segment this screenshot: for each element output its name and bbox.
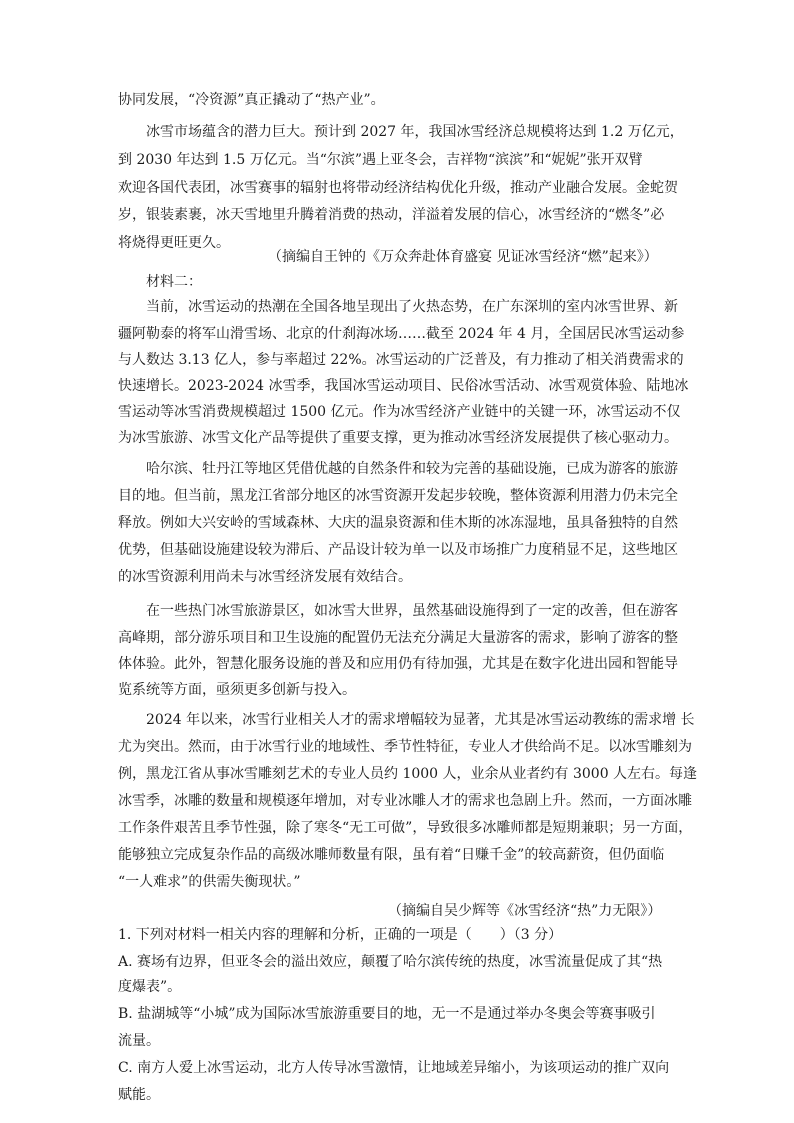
text-line: 疆阿勒泰的将军山滑雪场、北京的什刹海冰场……截至 2024 年 4 月，全国居民冰雪运动参: [118, 326, 685, 342]
text-line: 目的地。但当前，黑龙江省部分地区的冰雪资源开发起步较晚，整体资源利用潜力仍未完全: [118, 488, 678, 504]
text-line: 快速增长。2023-2024 冰雪季，我国冰雪运动项目、民俗冰雪活动、冰雪观赏体验、陆地冰: [118, 378, 689, 394]
text-line: 到 2030 年达到 1.5 万亿元。当“尔滨”遇上亚冬会，吉祥物“滨滨”和“妮妮”张开双臂: [118, 152, 643, 168]
option-c: C. 南方人爱上冰雪运动，北方人传导冰雪激情，让地域差异缩小，为该项运动的推广双向: [118, 1060, 670, 1076]
text-line: 例，黑龙江省从事冰雪雕刻艺术的专业人员约 1000 人，业余从业者约有 3000 人左右。每逢: [118, 766, 698, 782]
text-line: 哈尔滨、牡丹江等地区凭借优越的自然条件和较为完善的基础设施，已成为游客的旅游: [146, 461, 678, 477]
text-line: 体体验。此外，智慧化服务设施的普及和应用仍有待加强，尤其是在数字化进出园和智能导: [118, 656, 678, 672]
source-citation: （摘编自王钟的《万众奔赴体育盛宴 见证冰雪经济“燃”起来》）: [268, 249, 658, 265]
text-line: 优势，但基础设施建设较为滞后、产品设计较为单一以及市场推广力度稍显不足，这些地区: [118, 542, 678, 558]
text-line: 释放。例如大兴安岭的雪域森林、大庆的温泉资源和佳木斯的冰冻湿地，虽具备独特的自然: [118, 515, 678, 531]
option-b: B. 盐湖城等“小城”成为国际冰雪旅游重要目的地，无一不是通过举办冬奥会等赛事吸引: [118, 1006, 656, 1022]
text-line: 为冰雪旅游、冰雪文化产品等提供了重要支撑，更为推动冰雪经济发展提供了核心驱动力。: [118, 430, 678, 446]
text-line: 冰雪市场蕴含的潜力巨大。预计到 2027 年，我国冰雪经济总规模将达到 1.2 万亿元，: [146, 124, 684, 140]
option-b-continued: 流量。: [118, 1033, 160, 1049]
text-line: 与人数达 3.13 亿人，参与率超过 22%。冰雪运动的广泛普及，有力推动了相关消费需求的: [118, 352, 684, 368]
text-line: “一人难求”的供需失衡现状。”: [118, 874, 301, 890]
section-heading: 材料二：: [146, 274, 202, 290]
text-line: 在一些热门冰雪旅游景区，如冰雪大世界，虽然基础设施得到了一定的改善，但在游客: [146, 603, 678, 619]
text-line: 的冰雪资源利用尚未与冰雪经济发展有效结合。: [118, 569, 412, 585]
text-line: 尤为突出。然而，由于冰雪行业的地域性、季节性特征，专业人才供给尚不足。以冰雪雕刻为: [118, 739, 692, 755]
text-line: 能够独立完成复杂作品的高级冰雕师数量有限，虽有着“日赚千金”的较高薪资，但仍面临: [118, 847, 665, 863]
text-line: 2024 年以来，冰雪行业相关人才的需求增幅较为显著，尤其是冰雪运动教练的需求增 长: [146, 712, 695, 728]
source-citation: （摘编自吴少辉等《冰雪经济“热”力无限》）: [388, 903, 662, 919]
text-line: 雪运动等冰雪消费规模超过 1500 亿元。作为冰雪经济产业链中的关键一环，冰雪运动不仅: [118, 404, 681, 420]
text-line: 当前，冰雪运动的热潮在全国各地呈现出了火热态势，在广东深圳的室内冰雪世界、新: [146, 299, 678, 315]
text-line: 岁，银装素裹，冰天雪地里升腾着消费的热动，洋溢着发展的信心，冰雪经济的“燃冬”必: [118, 207, 665, 223]
question-stem: 1. 下列对材料一相关内容的理解和分析，正确的一项是（ ）（3 分）: [118, 927, 563, 943]
text-line: 冰雪季，冰雕的数量和规模逐年增加，对专业冰雕人才的需求也急剧上升。然而，一方面冰雕: [118, 793, 692, 809]
text-line: 览系统等方面，亟须更多创新与投入。: [118, 682, 356, 698]
text-line: 工作条件艰苦且季节性强，除了寒冬“无工可做”，导致很多冰雕师都是短期兼职；另一方面，: [118, 820, 693, 836]
text-line: 欢迎各国代表团，冰雪赛事的辐射也将带动经济结构优化升级，推动产业融合发展。金蛇贺: [118, 180, 678, 196]
option-a: A. 赛场有边界，但亚冬会的溢出效应，颠覆了哈尔滨传统的热度，冰雪流量促成了其“热: [118, 954, 663, 970]
option-c-continued: 赋能。: [118, 1087, 160, 1103]
text-line: 将烧得更旺更久。: [118, 235, 230, 251]
option-a-continued: 度爆表”。: [118, 979, 182, 995]
text-line: 高峰期，部分游乐项目和卫生设施的配置仍无法充分满足大量游客的需求，影响了游客的整: [118, 630, 678, 646]
text-line: 协同发展，“冷资源”真正撬动了“热产业”。: [118, 92, 385, 108]
